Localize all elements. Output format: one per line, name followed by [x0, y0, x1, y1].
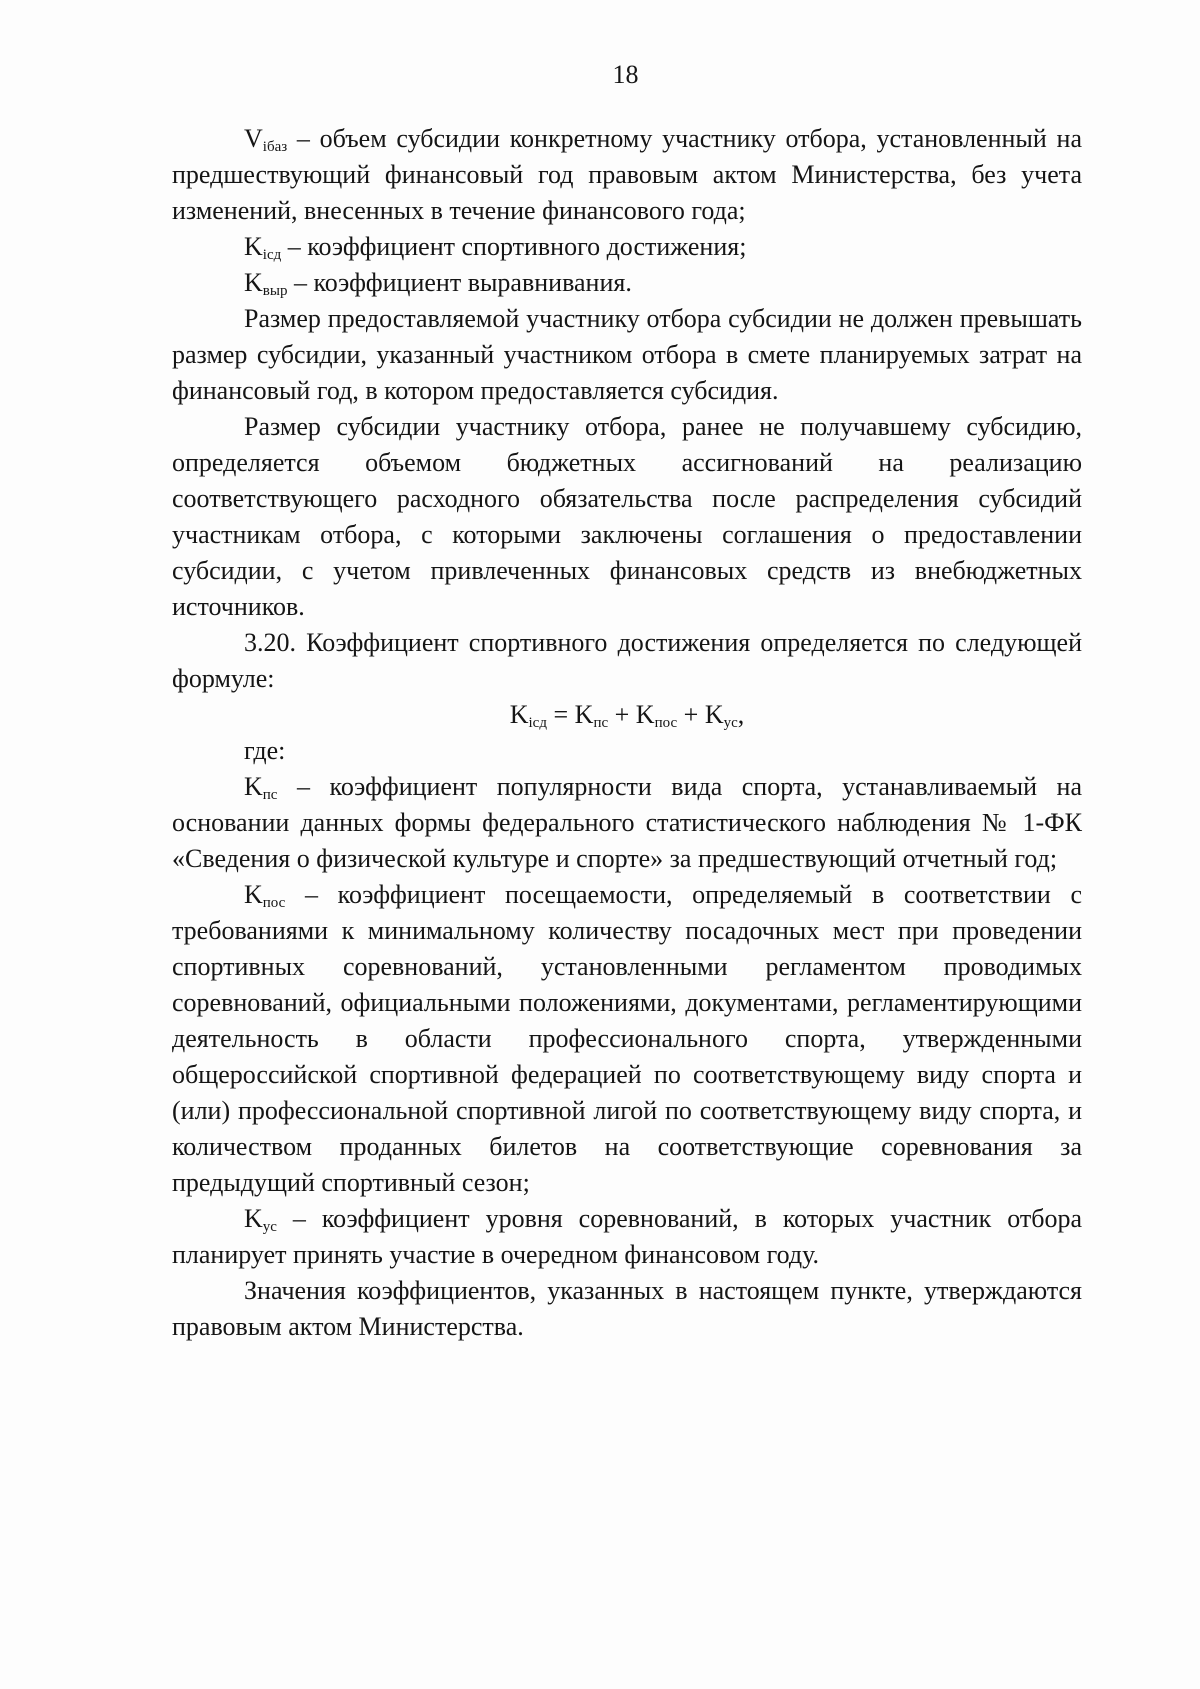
paragraph-k-pos-definition — [172, 877, 1082, 1201]
symbol-subscript: iсд — [262, 247, 282, 263]
formula-operator: = — [546, 700, 575, 729]
formula-term: K — [509, 700, 529, 729]
definition-text: – коэффициент выравнивания. — [287, 268, 632, 297]
document-body — [172, 121, 1082, 1345]
paragraph-3-20: 3.20. Коэффициент спортивного достижения определяется по следующей формуле: — [172, 628, 1082, 693]
definition-text: – коэффициент посещаемости, определяемый в соответствии с требованиями к минимальному количеству посадочных мест при проведении спортивных соревнований, установленными регламентом проводимых соревнований, официальными положениями, документами, регламентирующими деятельность в области профессионального спорта, утвержденными общероссийской спортивной федерацией по соответствующему виду спорта и (или) профессиональной спортивной лигой по соответствующему виду спорта, и количеством проданных билетов на соответствующие соревнования за предыдущий спортивный сезон; — [172, 880, 1082, 1197]
formula-term: K — [574, 700, 594, 729]
formula-subscript: пос — [654, 715, 678, 731]
definition-text: – коэффициент спортивного достижения; — [281, 232, 747, 261]
symbol: K — [244, 772, 263, 801]
paragraph-k-vyr-definition — [172, 265, 1082, 301]
formula — [172, 697, 1082, 733]
definition-text: – объем субсидии конкретному участнику отбора, установленный на предшествующий финансовый год правовым актом Министерства, без учета изменений, внесенных в течение финансового года; — [172, 124, 1082, 225]
symbol-subscript: выр — [262, 283, 288, 299]
paragraph-k-ps-definition — [172, 769, 1082, 877]
formula-operator: + — [608, 700, 636, 729]
symbol: K — [244, 268, 263, 297]
formula-operator: + — [677, 700, 705, 729]
definition-text: – коэффициент уровня соревнований, в которых участник отбора планирует принять участие в очередном финансовом году. — [172, 1204, 1082, 1269]
symbol: K — [244, 232, 263, 261]
paragraph-where: где: — [244, 736, 286, 765]
definition-text: – коэффициент популярности вида спорта, устанавливаемый на основании данных формы федерального статистического наблюдения № 1-ФК «Сведения о физической культуре и спорте» за предшествующий отчетный год; — [172, 772, 1082, 873]
formula-subscript: iсд — [528, 715, 547, 731]
formula-term: K — [635, 700, 655, 729]
symbol-subscript: ус — [262, 1219, 277, 1235]
formula-term: K — [704, 700, 724, 729]
symbol: V — [244, 124, 263, 153]
symbol-subscript: iбаз — [262, 139, 288, 155]
paragraph-v-ibaz-definition — [172, 121, 1082, 229]
symbol-subscript: пос — [262, 895, 286, 911]
symbol-subscript: пс — [262, 787, 278, 803]
symbol: K — [244, 1204, 263, 1233]
formula-subscript: ус — [723, 715, 738, 731]
paragraph-k-isd-definition — [172, 229, 1082, 265]
page-number: 18 — [612, 60, 639, 89]
symbol: K — [244, 880, 263, 909]
formula-subscript: пс — [593, 715, 609, 731]
paragraph-subsidy-new-participant: Размер субсидии участнику отбора, ранее не получавшему субсидию, определяется объемом бюджетных ассигнований на реализацию соответствующего расходного обязательства после распределения субсидий участникам отбора, с которыми заключены соглашения о предоставлении субсидии, с учетом привлеченных финансовых средств из внебюджетных источников. — [172, 412, 1082, 621]
formula-punctuation: , — [737, 700, 745, 729]
paragraph-coefficient-values: Значения коэффициентов, указанных в настоящем пункте, утверждаются правовым актом Министерства. — [172, 1276, 1082, 1341]
paragraph-k-us-definition — [172, 1201, 1082, 1273]
paragraph-subsidy-size-limit: Размер предоставляемой участнику отбора субсидии не должен превышать размер субсидии, указанный участником отбора в смете планируемых затрат на финансовый год, в котором предоставляется субсидия. — [172, 304, 1082, 405]
